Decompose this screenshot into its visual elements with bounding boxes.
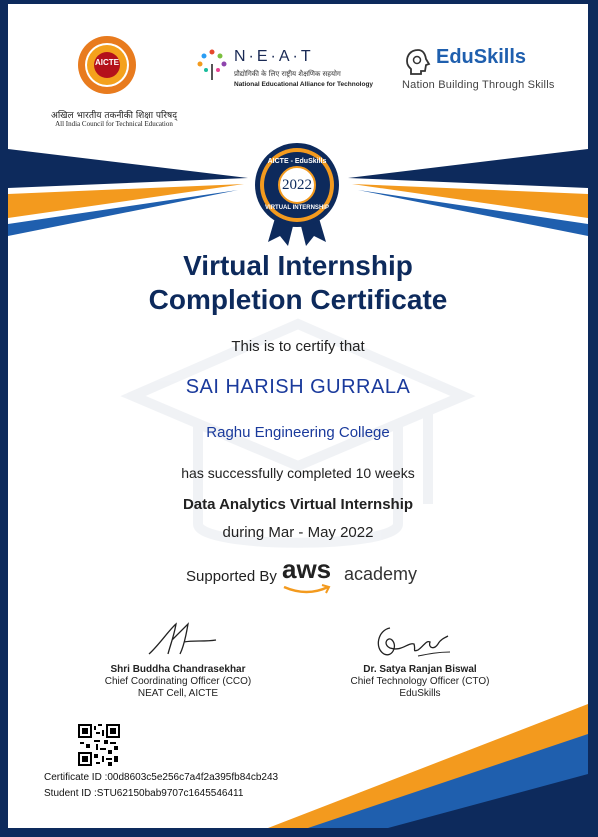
aws-smile-icon xyxy=(282,584,332,596)
aws-logo: aws xyxy=(282,554,332,584)
internship-duration: during Mar - May 2022 xyxy=(222,524,374,541)
badge-top-text: AICTE - EduSkills xyxy=(267,158,327,165)
certificate-card xyxy=(8,4,588,828)
academy-text: academy xyxy=(344,564,418,584)
ribbon-decoration xyxy=(8,4,588,828)
aicte-caption-hindi: अखिल भारतीय तकनीकी शिक्षा परिषद् xyxy=(50,111,178,121)
qr-code-icon xyxy=(78,724,120,766)
program-name: Data Analytics Virtual Internship xyxy=(182,496,414,513)
aicte-badge-text: AICTE xyxy=(95,58,119,67)
signatory-2-name: Dr. Satya Ranjan Biswal xyxy=(363,664,477,675)
certify-text: This is to certify that xyxy=(231,338,365,355)
eduskills-name: EduSkills xyxy=(436,46,527,68)
neat-title: N·E·A·T xyxy=(234,48,314,65)
signatory-1-role: Chief Coordinating Officer (CCO) xyxy=(104,676,252,687)
completion-text: has successfully completed 10 weeks xyxy=(181,465,415,481)
signatory-2-org: EduSkills xyxy=(399,688,441,699)
internship-badge xyxy=(254,142,340,248)
college-name: Raghu Engineering College xyxy=(206,424,390,441)
neat-subtitle-english: National Educational Alliance for Technology xyxy=(234,81,374,88)
signature-2-icon xyxy=(368,622,458,662)
eduskills-tagline: Nation Building Through Skills xyxy=(402,79,555,91)
supported-by-label: Supported By xyxy=(186,568,277,585)
badge-bottom-text: VIRTUAL INTERNSHIP xyxy=(265,205,329,211)
student-id: Student ID :STU62150bab9707c1645546411 xyxy=(44,788,244,799)
signatory-1-org: NEAT Cell, AICTE xyxy=(137,688,219,699)
certificate-title-line1: Virtual Internship xyxy=(183,250,413,281)
certificate-id: Certificate ID :00d8603c5e256c7a4f2a395fb84cb243 xyxy=(44,772,279,783)
signature-1-icon xyxy=(144,620,224,660)
signatory-1-name: Shri Buddha Chandrasekhar xyxy=(110,664,246,675)
aicte-caption-english: All India Council for Technical Education xyxy=(55,120,173,128)
badge-year: 2022 xyxy=(282,177,312,193)
signatory-2-role: Chief Technology Officer (CTO) xyxy=(350,676,490,687)
neat-subtitle-hindi: प्रौद्योगिकी के लिए राष्ट्रीय शैक्षणिक सहयोग xyxy=(234,70,341,78)
certificate-title-line2: Completion Certificate xyxy=(148,284,448,315)
recipient-name: SAI HARISH GURRALA xyxy=(185,376,411,398)
